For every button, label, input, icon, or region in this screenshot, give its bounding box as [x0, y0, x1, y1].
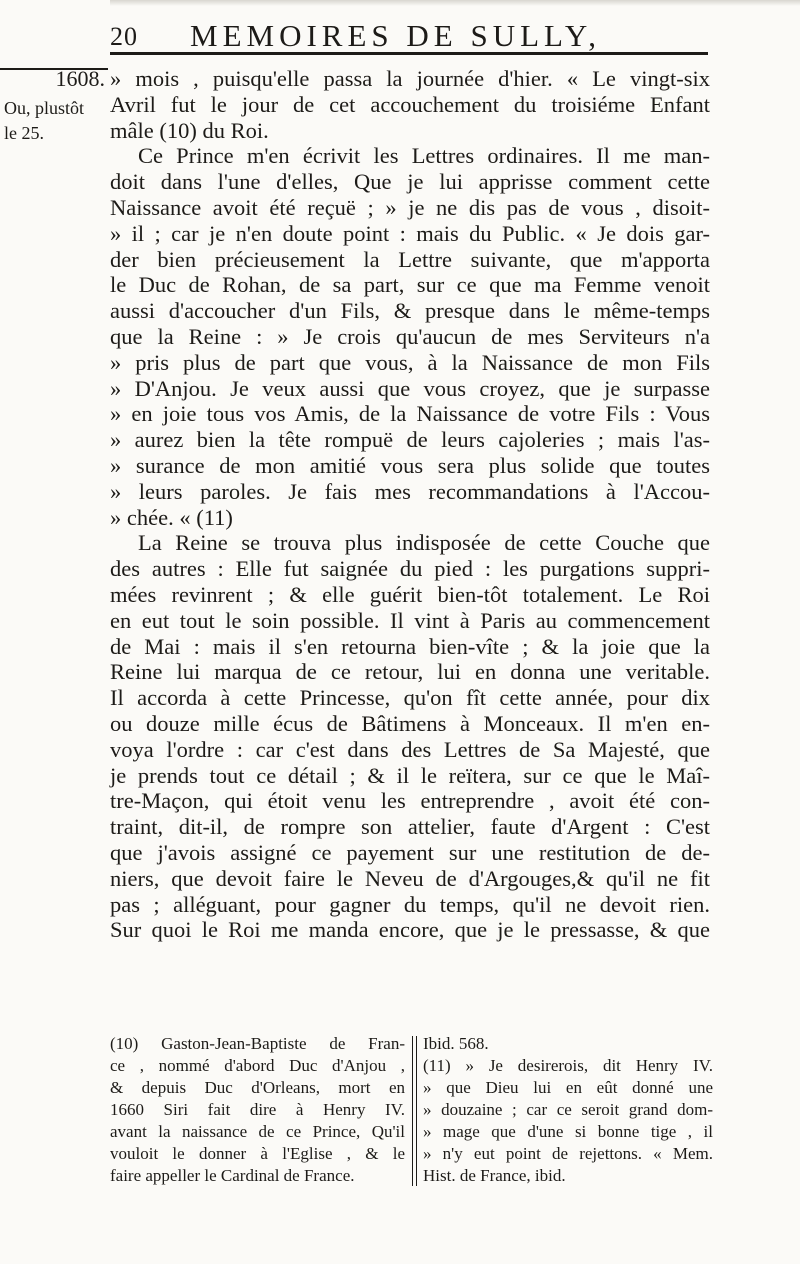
body-line: Ce Prince m'en écrivit les Lettres ordinaires. Il me man-	[138, 143, 710, 169]
footnote-line: ce , nommé d'abord Duc d'Anjou ,	[110, 1056, 405, 1075]
footnote-column-left	[110, 1033, 405, 1187]
running-title: MEMOIRES DE SULLY,	[190, 18, 601, 53]
footnote-line: 1660 Siri fait dire à Henry IV.	[110, 1100, 405, 1119]
body-line: doit dans l'une d'elles, Que je lui apprisse comment cette	[110, 169, 710, 195]
body-line: que la Reine : » Je crois qu'aucun de mes Serviteurs n'a	[110, 323, 710, 349]
body-line: que j'avois assigné ce payement sur une restitution de de-	[110, 839, 710, 865]
body-line: » pris plus de part que vous, à la Naissance de mon Fils	[110, 349, 710, 375]
page-number: 20	[110, 22, 138, 51]
body-line: niers, que devoit faire le Neveu de d'Argouges,& qu'il ne fit	[110, 865, 710, 891]
body-text	[110, 66, 710, 943]
body-line: le Duc de Rohan, de sa part, sur ce que ma Femme venoit	[110, 272, 710, 298]
scan-edge-shadow	[110, 0, 800, 6]
body-line: » leurs paroles. Je fais mes recommandations à l'Accou-	[110, 478, 710, 504]
body-line: » chée. « (11)	[110, 504, 233, 530]
footnote-line: » que Dieu lui en eût donné une	[423, 1078, 713, 1097]
body-line: Reine lui marqua de ce retour, lui en donna une veritable.	[110, 659, 710, 685]
body-line: » aurez bien la tête rompuë de leurs cajoleries ; mais l'as-	[110, 427, 710, 453]
body-line: » en joie tous vos Amis, de la Naissance de votre Fils : Vous	[110, 401, 710, 427]
footnote-line: faire appeller le Cardinal de France.	[110, 1166, 355, 1185]
footnote-line: » mage que d'une si bonne tige , il	[423, 1122, 713, 1141]
margin-note-line: Ou, plustôt	[4, 98, 85, 118]
footnote-divider	[416, 1036, 417, 1186]
footnote-line: » n'y eut point de rejettons. « Mem.	[423, 1144, 713, 1163]
body-line: mâle (10) du Roi.	[110, 117, 269, 143]
body-line: voya l'ordre : car c'est dans des Lettres de Sa Majesté, que	[110, 736, 710, 762]
header-rule	[110, 52, 708, 55]
body-line: ou douze mille écus de Bâtimens à Monceaux. Il m'en en-	[110, 710, 710, 736]
body-line: traint, dit-il, de rompre son attelier, faute d'Argent : C'est	[110, 814, 710, 840]
body-line: der bien précieusement la Lettre suivante, que m'apporta	[110, 246, 710, 272]
body-line: tre-Maçon, qui étoit venu les entreprendre , avoit été con-	[110, 788, 710, 814]
body-line: pas ; alléguant, pour gagner du temps, qu'il ne devoit rien.	[110, 891, 710, 917]
body-line: Il accorda à cette Princesse, qu'on fît cette année, pour dix	[110, 685, 710, 711]
footnote-line: (10) Gaston-Jean-Baptiste de Fran-	[110, 1034, 405, 1053]
body-line: de Mai : mais il s'en retourna bien-vîte ; & la joie que la	[110, 633, 710, 659]
body-line: La Reine se trouva plus indisposée de cette Couche que	[138, 530, 710, 556]
margin-year: 1608.	[55, 66, 105, 91]
body-line: » surance de mon amitié vous sera plus solide que toutes	[110, 452, 710, 478]
body-line: aussi d'accoucher d'un Fils, & presque dans le même-temps	[110, 298, 710, 324]
body-line: mées revinrent ; & elle guérit bien-tôt totalement. Le Roi	[110, 581, 710, 607]
footnote-column-right	[423, 1033, 713, 1187]
body-line: » D'Anjou. Je veux aussi que vous croyez, que je surpasse	[110, 375, 710, 401]
footnote-line: vouloit le donner à l'Eglise , & le	[110, 1144, 405, 1163]
margin-notes	[0, 62, 105, 146]
footnote-line: Hist. de France, ibid.	[423, 1166, 566, 1185]
body-line: » il ; car je n'en doute point : mais du Public. « Je dois gar-	[110, 220, 710, 246]
footnote-line: » douzaine ; car ce seroit grand dom-	[423, 1100, 713, 1119]
body-line: en eut tout le soin possible. Il vint à Paris au commencement	[110, 607, 710, 633]
body-line: des autres : Elle fut saignée du pied : les purgations suppri-	[110, 556, 710, 582]
body-line: » mois , puisqu'elle passa la journée d'hier. « Le vingt-six	[110, 66, 710, 91]
footnote-line: Ibid. 568.	[423, 1034, 489, 1053]
footnote-divider	[412, 1036, 413, 1186]
body-line: Sur quoi le Roi me manda encore, que je le pressasse, & que	[110, 917, 710, 943]
footnote-line: & depuis Duc d'Orleans, mort en	[110, 1078, 405, 1097]
body-line: Naissance avoit été reçuë ; » je ne dis pas de vous , disoit-	[110, 194, 710, 220]
margin-note-line: le 25.	[4, 123, 44, 143]
body-line: Avril fut le jour de cet accouchement du troisiéme Enfant	[110, 91, 710, 117]
footnote-line: (11) » Je desirerois, dit Henry IV.	[423, 1056, 713, 1075]
body-line: je prends tout ce détail ; & il le reïtera, sur ce que le Maî-	[110, 762, 710, 788]
footnote-line: avant la naissance de ce Prince, Qu'il	[110, 1122, 405, 1141]
